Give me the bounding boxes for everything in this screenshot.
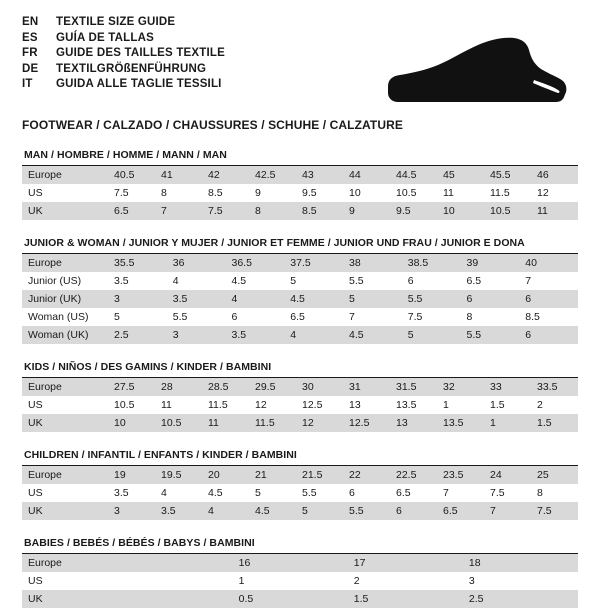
size-cell: 3 [468, 575, 475, 587]
size-cell: 5.5 [402, 290, 461, 308]
size-cell: 44.5 [390, 166, 437, 184]
size-cell: 3.5 [114, 487, 129, 499]
size-cell: 3 [108, 290, 167, 308]
size-cell: 9.5 [390, 202, 437, 220]
size-cell: 8 [249, 202, 296, 220]
size-cell: 2 [353, 575, 360, 587]
language-row-fr [22, 47, 225, 63]
size-cell: 12 [255, 399, 267, 411]
size-cell: 28 [155, 378, 202, 396]
size-cell: 11 [161, 399, 172, 411]
group-children-table [22, 466, 578, 520]
size-cell: 16 [233, 554, 348, 572]
size-cell: 6.5 [466, 275, 482, 287]
size-cell: 2 [537, 399, 543, 411]
size-cell: 2.5 [108, 326, 167, 344]
size-cell: 7.5 [490, 487, 505, 499]
group-children [22, 449, 578, 520]
language-title-de: TEXTILGRÖßENFÜHRUNG [56, 62, 207, 75]
size-cell: 1 [238, 575, 245, 587]
size-cell: 5 [343, 290, 402, 308]
size-cell: 6.5 [290, 311, 305, 323]
size-cell: 27.5 [108, 378, 155, 396]
language-row-en [22, 16, 225, 32]
size-cell: 6 [407, 275, 414, 287]
size-cell: 42.5 [249, 166, 296, 184]
row-label: US [28, 575, 43, 587]
size-cell: 36 [167, 254, 226, 272]
size-cell: 5.5 [349, 275, 364, 287]
size-cell: 11 [202, 414, 249, 432]
table-row [22, 326, 578, 344]
dress-shoe-icon [382, 34, 568, 108]
size-cell: 12.5 [302, 399, 323, 411]
row-label: UK [22, 590, 233, 608]
size-cell: 8 [537, 487, 543, 499]
size-cell: 38.5 [402, 254, 461, 272]
size-cell: 7 [349, 311, 355, 323]
group-junior-woman-heading: JUNIOR & WOMAN / JUNIOR Y MUJER / JUNIOR ET FEMME / JUNIOR UND FRAU / JUNIOR E DONA [22, 237, 578, 254]
row-label: Europe [22, 166, 108, 184]
size-cell: 40 [519, 254, 578, 272]
group-man-table [22, 166, 578, 220]
size-cell: 9 [255, 187, 261, 199]
table-row [22, 396, 578, 414]
size-cell: 42 [202, 166, 249, 184]
size-cell: 1 [443, 399, 449, 411]
size-cell: 33.5 [531, 378, 578, 396]
size-cell: 7 [484, 502, 531, 520]
size-cell: 10 [349, 187, 361, 199]
size-cell: 9 [343, 202, 390, 220]
size-cell: 13.5 [396, 399, 417, 411]
table-row [22, 254, 578, 272]
table-row [22, 166, 578, 184]
group-junior-woman [22, 237, 578, 344]
size-cell: 2.5 [463, 590, 578, 608]
size-cell: 43 [296, 166, 343, 184]
size-cell: 7.5 [407, 311, 423, 323]
size-cell: 25 [531, 466, 578, 484]
document-header [22, 16, 578, 108]
size-cell: 21 [249, 466, 296, 484]
size-cell: 5 [290, 275, 297, 287]
size-cell: 30 [296, 378, 343, 396]
size-cell: 46 [531, 166, 578, 184]
language-row-es [22, 32, 225, 48]
size-cell: 11.5 [249, 414, 296, 432]
size-cell: 44 [343, 166, 390, 184]
size-cell: 5 [255, 487, 261, 499]
size-cell: 7.5 [531, 502, 578, 520]
size-cell: 1 [484, 414, 531, 432]
language-title-list [22, 16, 225, 94]
size-cell: 4.5 [249, 502, 296, 520]
size-cell: 8 [161, 187, 167, 199]
size-cell: 23.5 [437, 466, 484, 484]
size-cell: 10.5 [396, 187, 417, 199]
size-cell: 10.5 [114, 399, 135, 411]
size-cell: 3 [167, 326, 226, 344]
language-title-it: GUIDA ALLE TAGLIE TESSILI [56, 78, 222, 90]
group-children-heading: CHILDREN / INFANTIL / ENFANTS / KINDER / BAMBINI [22, 449, 578, 466]
language-code-fr: FR [22, 47, 38, 59]
table-row [22, 484, 578, 502]
size-cell: 6 [519, 290, 578, 308]
size-cell: 3.5 [155, 502, 202, 520]
size-cell: 6 [461, 290, 520, 308]
group-man [22, 149, 578, 220]
language-title-body [22, 16, 225, 94]
size-cell: 6.5 [396, 487, 411, 499]
row-label: US [28, 187, 43, 199]
size-cell: 4.5 [343, 326, 402, 344]
size-cell: 7 [443, 487, 449, 499]
size-cell: 29.5 [249, 378, 296, 396]
size-cell: 6 [390, 502, 437, 520]
size-cell: 8.5 [208, 187, 223, 199]
size-cell: 8.5 [525, 311, 540, 323]
group-babies-heading: BABIES / BEBÉS / BÉBÉS / BABYS / BAMBINI [22, 537, 578, 554]
table-row [22, 308, 578, 326]
language-title-en: TEXTILE SIZE GUIDE [56, 16, 176, 28]
row-label: Europe [22, 378, 108, 396]
size-cell: 4 [226, 290, 285, 308]
size-cell: 18 [463, 554, 578, 572]
row-label: Europe [22, 554, 233, 572]
size-cell: 11.5 [208, 399, 228, 411]
size-cell: 6 [349, 487, 355, 499]
table-row [22, 202, 578, 220]
size-cell: 1.5 [348, 590, 463, 608]
size-cell: 6 [231, 311, 238, 323]
size-cell: 33 [484, 378, 531, 396]
size-cell: 5.5 [172, 311, 188, 323]
size-cell: 19 [108, 466, 155, 484]
language-code-de: DE [22, 62, 39, 75]
size-cell: 4 [161, 487, 167, 499]
table-row [22, 272, 578, 290]
row-label: UK [22, 502, 108, 520]
group-babies [22, 537, 578, 608]
size-cell: 22.5 [390, 466, 437, 484]
size-cell: 0.5 [233, 590, 348, 608]
size-cell: 7 [155, 202, 202, 220]
size-cell: 10 [437, 202, 484, 220]
size-cell: 8 [466, 311, 473, 323]
size-cell: 4.5 [231, 275, 247, 287]
size-cell: 10 [108, 414, 155, 432]
group-man-heading: MAN / HOMBRE / HOMME / MANN / MAN [22, 149, 578, 166]
row-label: US [28, 399, 43, 411]
row-label: UK [22, 202, 108, 220]
size-cell: 9.5 [302, 187, 317, 199]
size-cell: 7.5 [114, 187, 129, 199]
language-title-fr: GUIDE DES TAILLES TEXTILE [56, 47, 225, 59]
size-cell: 11.5 [490, 187, 510, 199]
language-row-it [22, 78, 225, 94]
size-cell: 8.5 [296, 202, 343, 220]
page-title: FOOTWEAR / CALZADO / CHAUSSURES / SCHUHE / CALZATURE [22, 118, 403, 132]
table-row [22, 590, 578, 608]
language-title-es: GUÍA DE TALLAS [56, 31, 154, 44]
size-cell: 3.5 [114, 275, 129, 287]
size-cell: 5 [402, 326, 461, 344]
size-cell: 36.5 [226, 254, 285, 272]
size-cell: 12 [537, 187, 549, 199]
size-cell: 20 [202, 466, 249, 484]
size-cell: 13.5 [437, 414, 484, 432]
size-cell: 3.5 [167, 290, 226, 308]
row-label: Europe [22, 466, 108, 484]
size-cell: 4 [172, 275, 179, 287]
language-code-en: EN [22, 16, 39, 28]
size-cell: 13 [390, 414, 437, 432]
size-cell: 32 [437, 378, 484, 396]
size-cell: 5 [296, 502, 343, 520]
size-cell: 6.5 [108, 202, 155, 220]
size-cell: 1.5 [531, 414, 578, 432]
size-cell: 3.5 [226, 326, 285, 344]
row-label: UK [22, 414, 108, 432]
size-cell: 12 [296, 414, 343, 432]
table-row [22, 378, 578, 396]
size-cell: 5 [114, 311, 120, 323]
size-cell: 6 [519, 326, 578, 344]
row-label: Woman (US) [28, 311, 89, 323]
size-cell: 45.5 [484, 166, 531, 184]
size-cell: 13 [349, 399, 361, 411]
size-cell: 11 [443, 187, 454, 199]
language-code-it: IT [22, 78, 33, 90]
table-row [22, 184, 578, 202]
group-kids [22, 361, 578, 432]
language-row-de [22, 63, 225, 79]
size-cell: 5.5 [461, 326, 520, 344]
language-code-es: ES [22, 31, 38, 44]
size-cell: 28.5 [202, 378, 249, 396]
size-cell: 5.5 [343, 502, 390, 520]
size-cell: 6.5 [437, 502, 484, 520]
row-label: Woman (UK) [22, 326, 108, 344]
group-kids-heading: KIDS / NIÑOS / DES GAMINS / KINDER / BAMBINI [22, 361, 578, 378]
size-cell: 41 [155, 166, 202, 184]
size-cell: 31.5 [390, 378, 437, 396]
size-cell: 10.5 [155, 414, 202, 432]
size-cell: 37.5 [284, 254, 343, 272]
size-cell: 31 [343, 378, 390, 396]
table-row [22, 572, 578, 590]
table-row [22, 290, 578, 308]
row-label: Europe [22, 254, 108, 272]
size-cell: 7.5 [202, 202, 249, 220]
size-cell: 1.5 [490, 399, 505, 411]
size-cell: 4 [284, 326, 343, 344]
group-kids-table [22, 378, 578, 432]
size-cell: 4.5 [208, 487, 223, 499]
size-cell: 35.5 [108, 254, 167, 272]
size-cell: 19.5 [155, 466, 202, 484]
size-cell: 10.5 [484, 202, 531, 220]
size-cell: 39 [461, 254, 520, 272]
size-cell: 45 [437, 166, 484, 184]
size-cell: 5.5 [302, 487, 317, 499]
group-junior-woman-table [22, 254, 578, 344]
table-row [22, 554, 578, 572]
row-label: US [28, 487, 43, 499]
table-row [22, 466, 578, 484]
size-cell: 22 [343, 466, 390, 484]
size-cell: 21.5 [296, 466, 343, 484]
size-cell: 7 [525, 275, 532, 287]
size-cell: 4.5 [284, 290, 343, 308]
size-cell: 38 [343, 254, 402, 272]
size-cell: 12.5 [343, 414, 390, 432]
table-row [22, 502, 578, 520]
size-cell: 40.5 [108, 166, 155, 184]
size-cell: 11 [531, 202, 578, 220]
row-label: Junior (US) [28, 275, 82, 287]
size-cell: 24 [484, 466, 531, 484]
size-cell: 4 [202, 502, 249, 520]
row-label: Junior (UK) [22, 290, 108, 308]
table-row [22, 414, 578, 432]
size-cell: 17 [348, 554, 463, 572]
size-cell: 3 [108, 502, 155, 520]
size-groups [22, 149, 578, 608]
